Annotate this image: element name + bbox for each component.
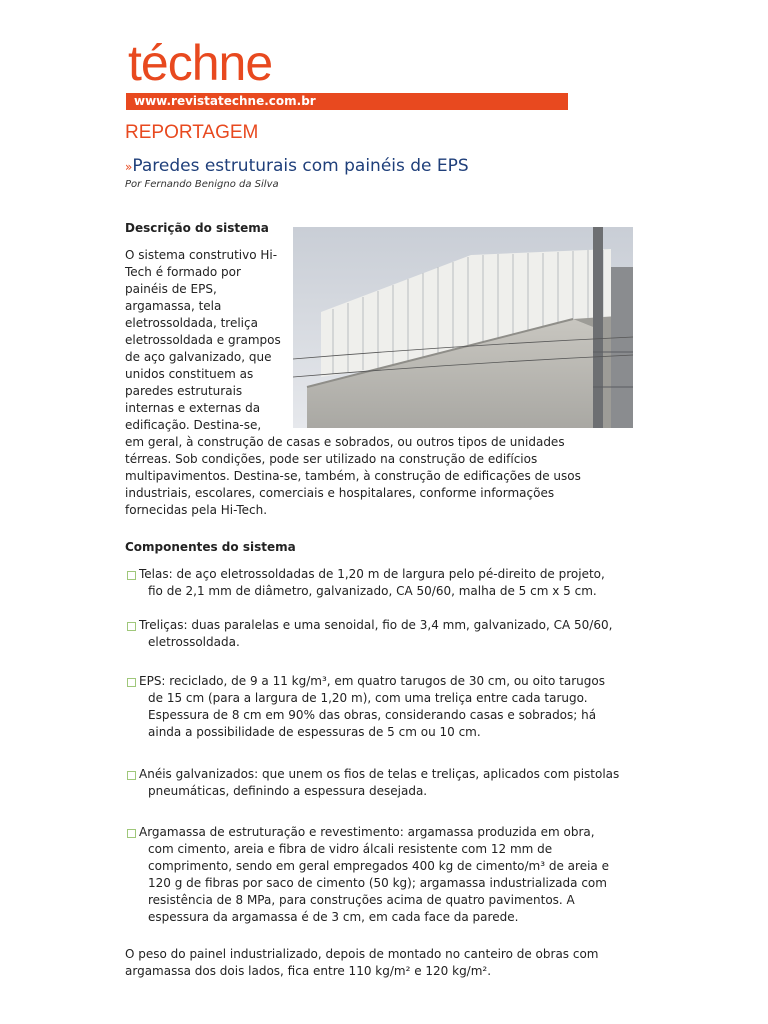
component-line: com cimento, areia e fibra de vidro álcali resistente com 12 mm de bbox=[148, 842, 553, 856]
description-line: fornecidas pela Hi-Tech. bbox=[125, 503, 268, 517]
component-item bbox=[139, 824, 609, 926]
bullet-icon bbox=[127, 678, 136, 687]
component-line: de 15 cm (para a largura de 1,20 m), com uma treliça entre cada tarugo. bbox=[148, 691, 588, 705]
description-line: em geral, à construção de casas e sobrados, ou outros tipos de unidades bbox=[125, 435, 565, 449]
closing-text bbox=[125, 946, 599, 980]
description-line: edificação. Destina-se, bbox=[125, 418, 262, 432]
components-heading: Componentes do sistema bbox=[125, 540, 296, 554]
component-line: ainda a possibilidade de espessuras de 5 cm ou 10 cm. bbox=[148, 725, 481, 739]
title-marker: » bbox=[125, 160, 133, 174]
component-item bbox=[139, 766, 619, 800]
bullet-icon bbox=[127, 571, 136, 580]
description-line: térreas. Sob condições, pode ser utilizado na construção de edifícios bbox=[125, 452, 538, 466]
brand-url[interactable]: www.revistatechne.com.br bbox=[134, 94, 316, 108]
description-line: paredes estruturais bbox=[125, 384, 243, 398]
component-line: Argamassa de estruturação e revestimento: argamassa produzida em obra, bbox=[139, 825, 595, 839]
section-label: REPORTAGEM bbox=[125, 122, 259, 143]
component-item bbox=[139, 566, 605, 600]
component-line: espessura da argamassa é de 3 cm, em cada face da parede. bbox=[148, 910, 519, 924]
brand-logo: téchne bbox=[128, 35, 273, 91]
description-text bbox=[125, 247, 581, 519]
description-line: eletrossoldada, treliça bbox=[125, 316, 258, 330]
component-line: EPS: reciclado, de 9 a 11 kg/m³, em quatro tarugos de 30 cm, ou oito tarugos bbox=[139, 674, 605, 688]
component-line: eletrossoldada. bbox=[148, 635, 240, 649]
component-line: resistência de 8 MPa, para construções acima de quatro pavimentos. A bbox=[148, 893, 575, 907]
article-byline: Por Fernando Benigno da Silva bbox=[125, 179, 279, 190]
description-line: eletrossoldada e grampos bbox=[125, 333, 281, 347]
component-line: Anéis galvanizados: que unem os fios de telas e treliças, aplicados com pistolas bbox=[139, 767, 620, 781]
description-line: O sistema construtivo Hi- bbox=[125, 248, 278, 262]
component-line: fio de 2,1 mm de diâmetro, galvanizado, CA 50/60, malha de 5 cm x 5 cm. bbox=[148, 584, 597, 598]
component-item bbox=[139, 617, 612, 651]
description-line: internas e externas da bbox=[125, 401, 261, 415]
description-line: painéis de EPS, bbox=[125, 282, 217, 296]
description-line: industriais, escolares, comerciais e hospitalares, conforme informações bbox=[125, 486, 555, 500]
bullet-icon bbox=[127, 829, 136, 838]
description-line: Tech é formado por bbox=[125, 265, 241, 279]
description-line: unidos constituem as bbox=[125, 367, 254, 381]
closing-line: argamassa dos dois lados, fica entre 110 kg/m² e 120 kg/m². bbox=[125, 964, 492, 978]
description-line: argamassa, tela bbox=[125, 299, 222, 313]
bullet-icon bbox=[127, 622, 136, 631]
component-line: comprimento, sendo em geral empregados 400 kg de cimento/m³ de areia e bbox=[148, 859, 609, 873]
closing-line: O peso do painel industrializado, depois de montado no canteiro de obras com bbox=[125, 947, 599, 961]
component-line: Treliças: duas paralelas e uma senoidal, fio de 3,4 mm, galvanizado, CA 50/60, bbox=[139, 618, 613, 632]
article-title-row bbox=[125, 155, 469, 178]
component-line: 120 g de fibras por saco de cimento (50 kg); argamassa industrializada com bbox=[148, 876, 607, 890]
bullet-icon bbox=[127, 771, 136, 780]
brand-url-bar bbox=[126, 93, 568, 110]
article-title: Paredes estruturais com painéis de EPS bbox=[132, 156, 469, 176]
component-item bbox=[139, 673, 605, 741]
description-heading: Descrição do sistema bbox=[125, 221, 269, 235]
component-line: pneumáticas, definindo a espessura desejada. bbox=[148, 784, 428, 798]
component-line: Espessura de 8 cm em 90% das obras, considerando casas e sobrados; há bbox=[148, 708, 597, 722]
component-line: Telas: de aço eletrossoldadas de 1,20 m de largura pelo pé-direito de projeto, bbox=[139, 567, 605, 581]
description-line: de aço galvanizado, que bbox=[125, 350, 272, 364]
description-line: multipavimentos. Destina-se, também, à construção de edificações de usos bbox=[125, 469, 581, 483]
